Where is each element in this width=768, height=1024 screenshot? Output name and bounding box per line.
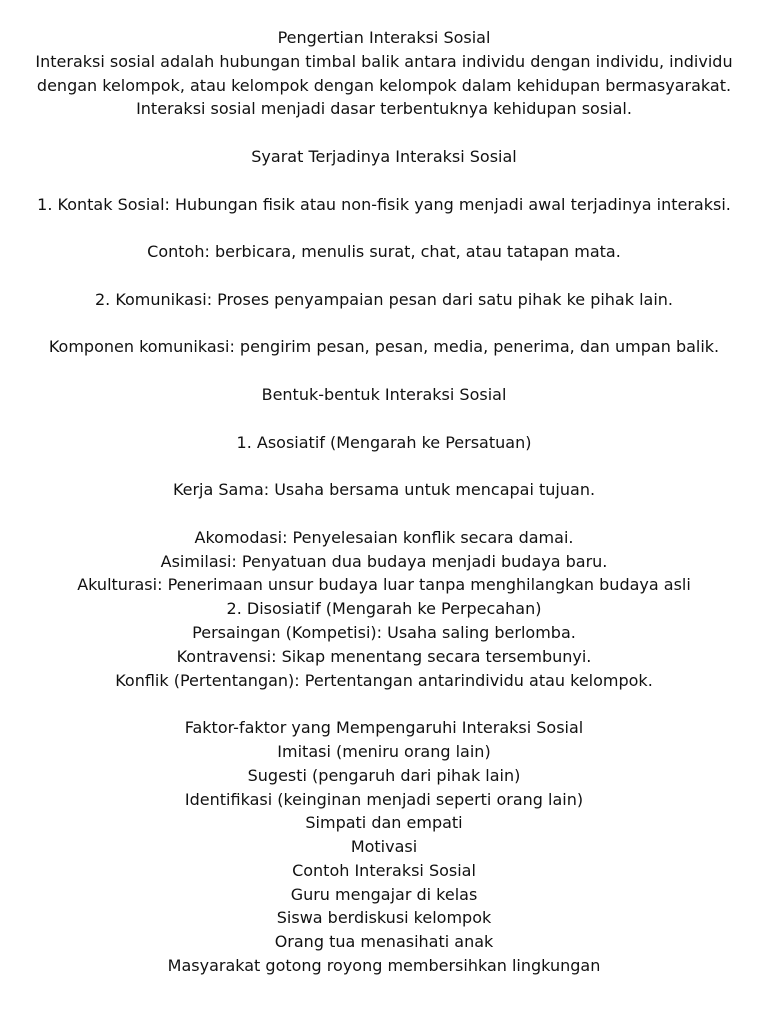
item-akomodasi: Akomodasi: Penyelesaian konflik secara damai. [194, 527, 574, 547]
heading-bentuk: Bentuk-bentuk Interaksi Sosial [261, 384, 507, 404]
item-kontak-sosial: 1. Kontak Sosial: Hubungan fisik atau non-fisik yang menjadi awal terjadinya interaksi. [37, 194, 731, 214]
item-kerja-sama: Kerja Sama: Usaha bersama untuk mencapai tujuan. [172, 480, 596, 500]
item-kontravensi: Kontravensi: Sikap menentang secara tersembunyi. [176, 646, 592, 666]
item-siswa: Siswa berdiskusi kelompok [276, 908, 492, 928]
item-guru: Guru mengajar di kelas [290, 884, 478, 904]
definition-line-1: Interaksi sosial adalah hubungan timbal balik antara individu dengan individu, individu [35, 51, 733, 71]
heading-syarat: Syarat Terjadinya Interaksi Sosial [251, 146, 517, 166]
item-disosiatif: 2. Disosiatif (Mengarah ke Perpecahan) [226, 599, 542, 619]
blank-line [10, 216, 758, 240]
blank-line [10, 454, 758, 478]
blank-line [10, 359, 758, 383]
item-akulturasi: Akulturasi: Penerimaan unsur budaya luar tanpa menghilangkan budaya asli [77, 575, 691, 595]
item-identifikasi: Identifikasi (keinginan menjadi seperti orang lain) [184, 789, 584, 809]
definition-line-2: dengan kelompok, atau kelompok dengan kelompok dalam kehidupan bermasyarakat. [36, 75, 732, 95]
item-asosiatif: 1. Asosiatif (Mengarah ke Persatuan) [236, 432, 532, 452]
heading-faktor: Faktor-faktor yang Mempengaruhi Interaksi Sosial [184, 718, 584, 738]
item-konflik: Konflik (Pertentangan): Pertentangan antarindividu atau kelompok. [115, 670, 653, 690]
title-pengertian: Pengertian Interaksi Sosial [277, 28, 491, 47]
item-komunikasi: 2. Komunikasi: Proses penyampaian pesan dari satu pihak ke pihak lain. [94, 289, 674, 309]
item-imitasi: Imitasi (meniru orang lain) [277, 741, 491, 761]
item-motivasi: Motivasi [350, 837, 418, 857]
blank-line [10, 169, 758, 193]
blank-line [10, 407, 758, 431]
heading-contoh: Contoh Interaksi Sosial [292, 860, 476, 880]
blank-line [10, 502, 758, 526]
item-asimilasi: Asimilasi: Penyatuan dua budaya menjadi budaya baru. [160, 551, 608, 571]
blank-line [10, 121, 758, 145]
definition-line-3: Interaksi sosial menjadi dasar terbentuknya kehidupan sosial. [136, 99, 632, 119]
components-komunikasi: Komponen komunikasi: pengirim pesan, pesan, media, penerima, dan umpan balik. [48, 337, 720, 357]
blank-line [10, 312, 758, 336]
blank-line [10, 264, 758, 288]
item-simpati: Simpati dan empati [305, 813, 463, 833]
item-sugesti: Sugesti (pengaruh dari pihak lain) [247, 765, 521, 785]
blank-line [10, 692, 758, 716]
example-kontak: Contoh: berbicara, menulis surat, chat, atau tatapan mata. [147, 242, 621, 262]
item-orang-tua: Orang tua menasihati anak [274, 932, 494, 952]
item-masyarakat: Masyarakat gotong royong membersihkan lingkungan [167, 956, 601, 976]
item-persaingan: Persaingan (Kompetisi): Usaha saling berlomba. [192, 622, 576, 642]
